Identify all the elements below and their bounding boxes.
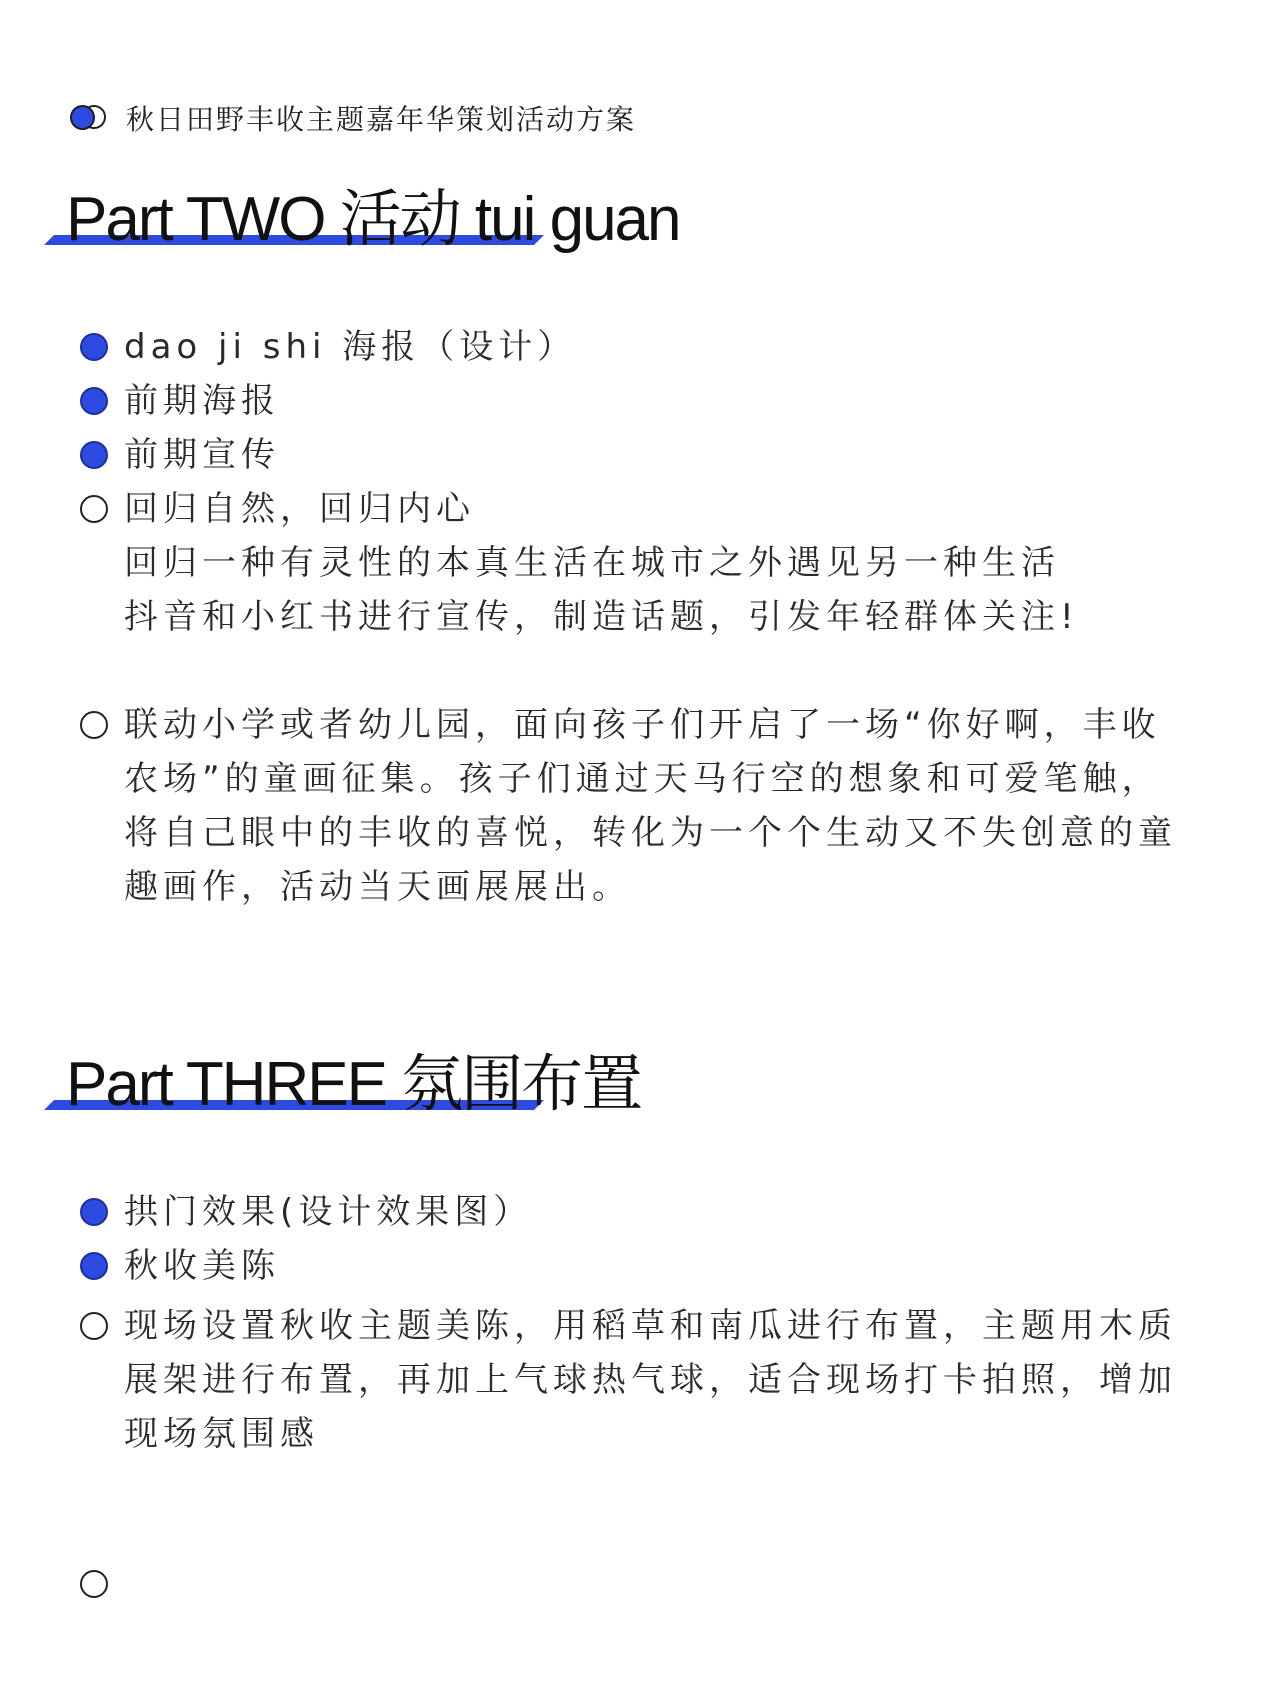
heading-text: Part THREE 氛围布置 [66,1050,642,1119]
heading-text: Part TWO 活动 tui guan [66,185,680,254]
list-item [80,1239,1200,1293]
item-text-line: 农场”的童画征集。孩子们通过天马行空的想象和可爱笔触， [124,759,1161,799]
item-text: 前期宣传 [124,435,280,475]
filled-bullet-icon [80,333,108,361]
item-text-line: 联动小学或者幼儿园，面向孩子们开启了一场“你好啊，丰收 [124,705,1161,745]
item-text-line: 回归一种有灵性的本真生活在城市之外遇见另一种生活 [124,543,1060,583]
item-text-line: 趣画作，活动当天画展展出。 [124,867,631,907]
item-text: 前期海报 [124,381,280,421]
list-item [80,428,1200,482]
list-item [80,482,1200,644]
filled-bullet-icon [80,387,108,415]
list-item [80,1299,1200,1461]
list-item [80,1185,1200,1239]
spacer [80,644,1200,698]
toggle-circle-icon [70,104,110,132]
hollow-bullet-icon [80,1312,108,1340]
list-item [80,374,1200,428]
item-text: 拱门效果(设计效果图） [124,1192,533,1232]
filled-bullet-icon [80,1252,108,1280]
filled-bullet-icon [80,1198,108,1226]
hollow-bullet-icon [80,495,108,523]
item-text: 秋收美陈 [124,1246,280,1286]
part-three-list [80,1185,1200,1461]
item-text-line: 回归自然，回归内心 [124,489,475,529]
item-text-line: 抖音和小红书进行宣传，制造话题，引发年轻群体关注! [124,597,1079,637]
list-item [80,320,1200,374]
filled-bullet-icon [80,441,108,469]
document-header [70,100,636,136]
item-text-line: 现场氛围感 [124,1414,319,1454]
item-text: dao ji shi 海报（设计） [124,327,577,367]
part-two-list [80,320,1200,914]
item-text-line: 现场设置秋收主题美陈，用稻草和南瓜进行布置，主题用木质 [124,1306,1177,1346]
item-text-line: 展架进行布置，再加上气球热气球，适合现场打卡拍照，增加 [124,1360,1177,1400]
hollow-bullet-icon [80,711,108,739]
item-text-line: 将自己眼中的丰收的喜悦，转化为一个个生动又不失创意的童 [124,813,1177,853]
hollow-bullet-icon [80,1570,108,1598]
document-title: 秋日田野丰收主题嘉年华策划活动方案 [126,103,637,136]
list-item [80,698,1200,914]
